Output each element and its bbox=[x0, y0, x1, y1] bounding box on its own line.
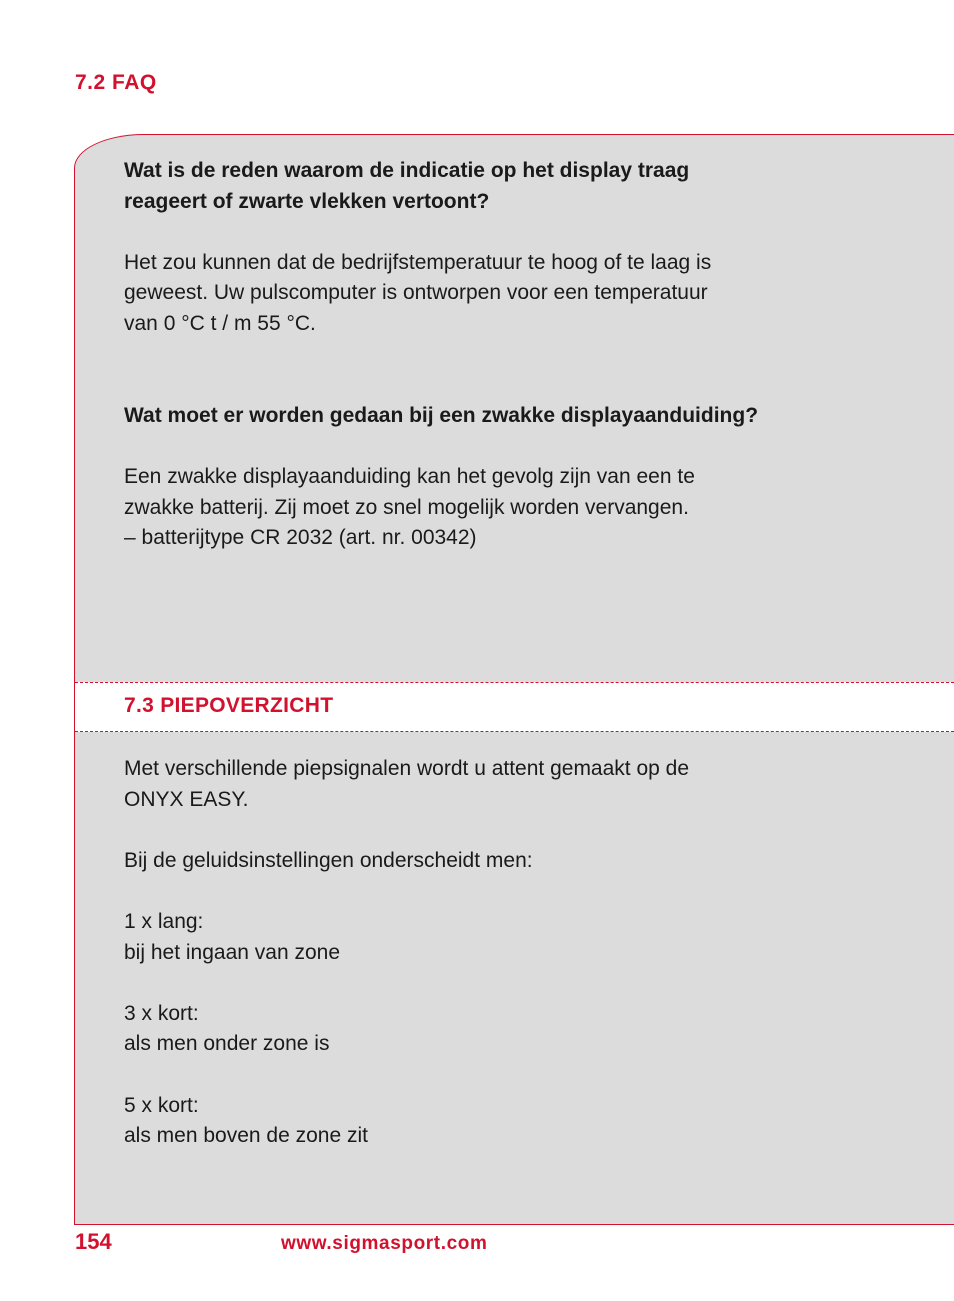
faq-question bbox=[124, 401, 844, 432]
answer-line: Het zou kunnen dat de bedrijfstemperatuur te hoog of te laag is bbox=[124, 250, 712, 274]
answer-line: – batterijtype CR 2032 (art. nr. 00342) bbox=[124, 526, 477, 550]
subsection-title: 7.3 PIEPOVERZICHT bbox=[124, 694, 334, 717]
question-line: Wat is de reden waarom de indicatie op het display traag bbox=[124, 159, 690, 182]
answer-line: van 0 °C t / m 55 °C. bbox=[124, 311, 316, 335]
settings-line: Bij de geluidsinstellingen onderscheidt men: bbox=[124, 848, 533, 872]
beep-overview bbox=[124, 754, 844, 1152]
intro-line: ONYX EASY. bbox=[124, 787, 249, 811]
beep-item-label: 5 x kort: bbox=[124, 1093, 199, 1117]
question-line: Wat moet er worden gedaan bij een zwakke displayaanduiding? bbox=[124, 404, 759, 427]
intro-line: Met verschillende piepsignalen wordt u attent gemaakt op de bbox=[124, 757, 690, 780]
answer-line: zwakke batterij. Zij moet zo snel mogelijk worden vervangen. bbox=[124, 495, 689, 519]
beep-item-desc: als men onder zone is bbox=[124, 1032, 330, 1056]
section-title: 7.2 FAQ bbox=[75, 71, 157, 94]
beep-item bbox=[124, 1091, 844, 1152]
answer-line: geweest. Uw pulscomputer is ontworpen voor een temperatuur bbox=[124, 281, 708, 305]
question-line: reageert of zwarte vlekken vertoont? bbox=[124, 189, 490, 213]
faq-item bbox=[124, 156, 844, 340]
beep-item bbox=[124, 907, 844, 968]
beep-item-label: 1 x lang: bbox=[124, 909, 204, 933]
beep-intro bbox=[124, 754, 844, 815]
website-link[interactable]: www.sigmasport.com bbox=[281, 1233, 488, 1254]
page-number: 154 bbox=[75, 1229, 112, 1254]
beep-item bbox=[124, 999, 844, 1060]
beep-item-desc: als men boven de zone zit bbox=[124, 1124, 368, 1148]
answer-line: Een zwakke displayaanduiding kan het gevolg zijn van een te bbox=[124, 465, 695, 489]
faq-answer bbox=[124, 248, 844, 340]
faq-answer bbox=[124, 462, 844, 554]
beep-item-label: 3 x kort: bbox=[124, 1001, 199, 1025]
faq-question bbox=[124, 156, 844, 217]
faq-item bbox=[124, 401, 844, 554]
beep-item-desc: bij het ingaan van zone bbox=[124, 940, 340, 964]
